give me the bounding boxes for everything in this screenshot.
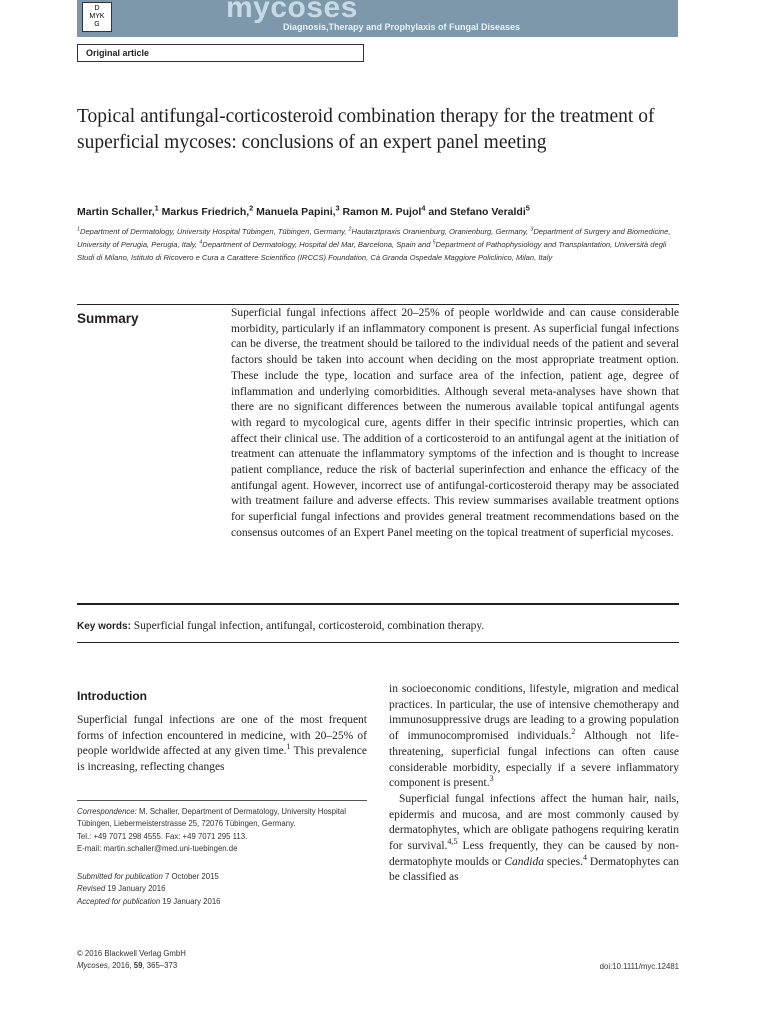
logo-line: MYK: [89, 13, 105, 20]
body-text: in socioeconomic conditions, lifestyle, migration and medical practices. In particular, the use of intensive chemotherapy and immunosuppressive drugs are leading to a growing population of immunocompromised individuals.: [389, 683, 679, 743]
author-name: Manuela Papini,: [253, 206, 336, 218]
body-text: Superficial fungal infections are one of the most frequent forms of infection encountered in medicine, with 20–25% of people worldwide affected at any given time.: [77, 714, 367, 758]
logo-line: G: [94, 21, 100, 28]
article-type-label: Original article: [77, 44, 364, 62]
correspondence-phone: Tel.: +49 7071 298 4555. Fax: +49 7071 295 113.: [77, 831, 248, 841]
body-paragraph: [389, 792, 679, 886]
citation-text: , 2016,: [107, 961, 134, 971]
history-label: Submitted for publication: [77, 872, 163, 881]
correspondence-label: Correspondence:: [77, 807, 137, 816]
citation-sup: 4,5: [447, 837, 458, 847]
copyright-block: [77, 948, 377, 973]
correspondence-email[interactable]: E-mail: martin.schaller@med.uni-tuebingen.de: [77, 844, 238, 854]
logo-line: D: [94, 5, 100, 12]
author-name: and Stefano Veraldi: [425, 206, 526, 218]
article-title: Topical antifungal-corticosteroid combination therapy for the treatment of superficial mycoses: conclusions of an expert panel meeting: [77, 106, 655, 153]
introduction-right-column: [389, 682, 679, 886]
author-sup: 2: [249, 203, 254, 213]
affil-sup: 5: [432, 239, 436, 246]
journal-name: mycoses: [226, 0, 358, 24]
correspondence-line: [77, 806, 367, 831]
history-date: 19 January 2016: [105, 884, 166, 894]
footnote-rule: [77, 800, 367, 801]
affiliations: [77, 225, 677, 264]
affil-sup: 4: [199, 239, 203, 246]
body-text: Although not life-threatening, superficial fungal infections can often cause considerable morbidity, especially if a severe inflammatory component is present.: [389, 730, 679, 790]
journal-citation-name: Mycoses: [77, 961, 108, 971]
introduction-heading: Introduction: [77, 689, 147, 703]
history-item: [77, 871, 367, 883]
citation-sup: 4: [582, 852, 587, 862]
history-item: [77, 883, 367, 895]
history-date: 7 October 2015: [162, 872, 219, 881]
body-text: This prevalence is increasing, reflecting changes: [77, 745, 367, 774]
affil-text: Department of Surgery and Biomedicine, University of Perugia, Perugia, Italy,: [77, 227, 671, 249]
summary-heading: Summary: [77, 311, 139, 326]
citation-sup: 2: [571, 727, 576, 737]
keywords-label: Key words:: [77, 621, 131, 632]
publication-history: [77, 871, 367, 908]
author-name: Ramon M. Pujol: [339, 206, 422, 218]
citation-text: , 365–373: [142, 961, 178, 971]
journal-subtitle: Diagnosis,Therapy and Prophylaxis of Fungal Diseases: [283, 22, 521, 32]
affil-sup: 1: [77, 226, 80, 233]
citation-sup: 1: [286, 742, 291, 752]
author-sup: 3: [335, 203, 340, 213]
affil-text: Department of Dermatology, University Hospital Tübingen, Tübingen, Germany,: [79, 227, 349, 236]
affil-text: Department of Pathophysiology and Transplantation, Università degli Studi di Milano, Istituto di Ricovero e Cura a Carattere Scientifico (IRCCS) Foundation, Cà Granda Ospedale Maggiore Policlinico, Milan, Italy: [77, 240, 667, 262]
affil-sup: 3: [530, 226, 534, 233]
history-label: Accepted for publication: [77, 896, 161, 906]
keywords: [77, 619, 677, 634]
author-name: Martin Schaller,: [77, 206, 155, 218]
author-sup: 5: [525, 203, 530, 213]
author-sup: 1: [154, 203, 159, 213]
introduction-paragraph: [77, 713, 367, 776]
correspondence-block: [77, 806, 367, 856]
body-paragraph: [389, 682, 679, 792]
copyright-text: © 2016 Blackwell Verlag GmbH: [77, 949, 186, 958]
summary-text: Superficial fungal infections affect 20–25% of people worldwide and can cause considerable morbidity, particularly if an inflammatory component is present. As superficial fungal infections can be diverse, the treatment should be tailored to the individual needs of the patient and several factors should be taken into account when deciding on the most appropriate treatment option. These include the type, location and surface area of the infection, patient age, degree of inflammation and underlying comorbidities. Although several meta-analyses have shown that there are no significant differences between the numerous available topical antifungal agents with regard to mycological cure, agents differ in their specific intrinsic properties, which can affect their clinical use. The addition of a corticosteroid to an antifungal agent at the initiation of treatment can attenuate the inflammatory symptoms of the infection and is thought to increase patient compliance, reduce the risk of bacterial superinfection and enhance the efficacy of the antifungal agent. However, incorrect use of antifungal-corticosteroid therapy may be associated with treatment failure and adverse effects. This review summarises available treatment options for superficial fungal infections and provides general treatment recommendations based on the consensus outcomes of an Expert Panel meeting on the topical treatment of superficial mycoses.: [231, 307, 679, 539]
affil-text: Hautarztpraxis Oranienburg, Oranienburg, Germany,: [351, 227, 531, 236]
history-item: [77, 896, 367, 908]
society-logo: [82, 2, 112, 32]
affil-text: Department of Dermatology, Hospital del Mar, Barcelona, Spain and: [202, 240, 433, 249]
body-text: Less frequently, they can be caused by non-dermatophyte moulds or: [389, 840, 679, 868]
summary-bottom-rule: [77, 603, 679, 605]
author-list: [77, 205, 677, 219]
history-date: 19 January 2016: [160, 896, 221, 906]
affil-sup: 2: [348, 226, 352, 233]
keywords-text: Superficial fungal infection, antifungal, corticosteroid, combination therapy.: [130, 620, 485, 632]
doi-link[interactable]: doi:10.1111/myc.12481: [599, 962, 679, 971]
author-sup: 4: [421, 203, 426, 213]
citation-line: [77, 960, 377, 972]
summary-top-rule: [77, 304, 679, 305]
history-label: Revised: [77, 884, 106, 894]
body-text: Superficial fungal infections affect the human hair, nails, epidermis and mucosa, and are most commonly caused by dermatophytes, which are obligate pathogens requiring keratin for survival.: [389, 792, 679, 853]
body-text: species.: [543, 855, 583, 868]
keywords-bottom-rule: [77, 642, 679, 643]
body-text: Dermatophytes can be classified as: [389, 855, 679, 884]
author-name: Markus Friedrich,: [158, 206, 250, 218]
correspondence-text: M. Schaller, Department of Dermatology, University Hospital Tübingen, Liebermeisterstrasse 25, 72076 Tübingen, Germany.: [77, 807, 346, 829]
volume-number: 59: [133, 961, 143, 971]
citation-sup: 3: [489, 774, 494, 784]
genus-name: Candida: [504, 855, 544, 868]
